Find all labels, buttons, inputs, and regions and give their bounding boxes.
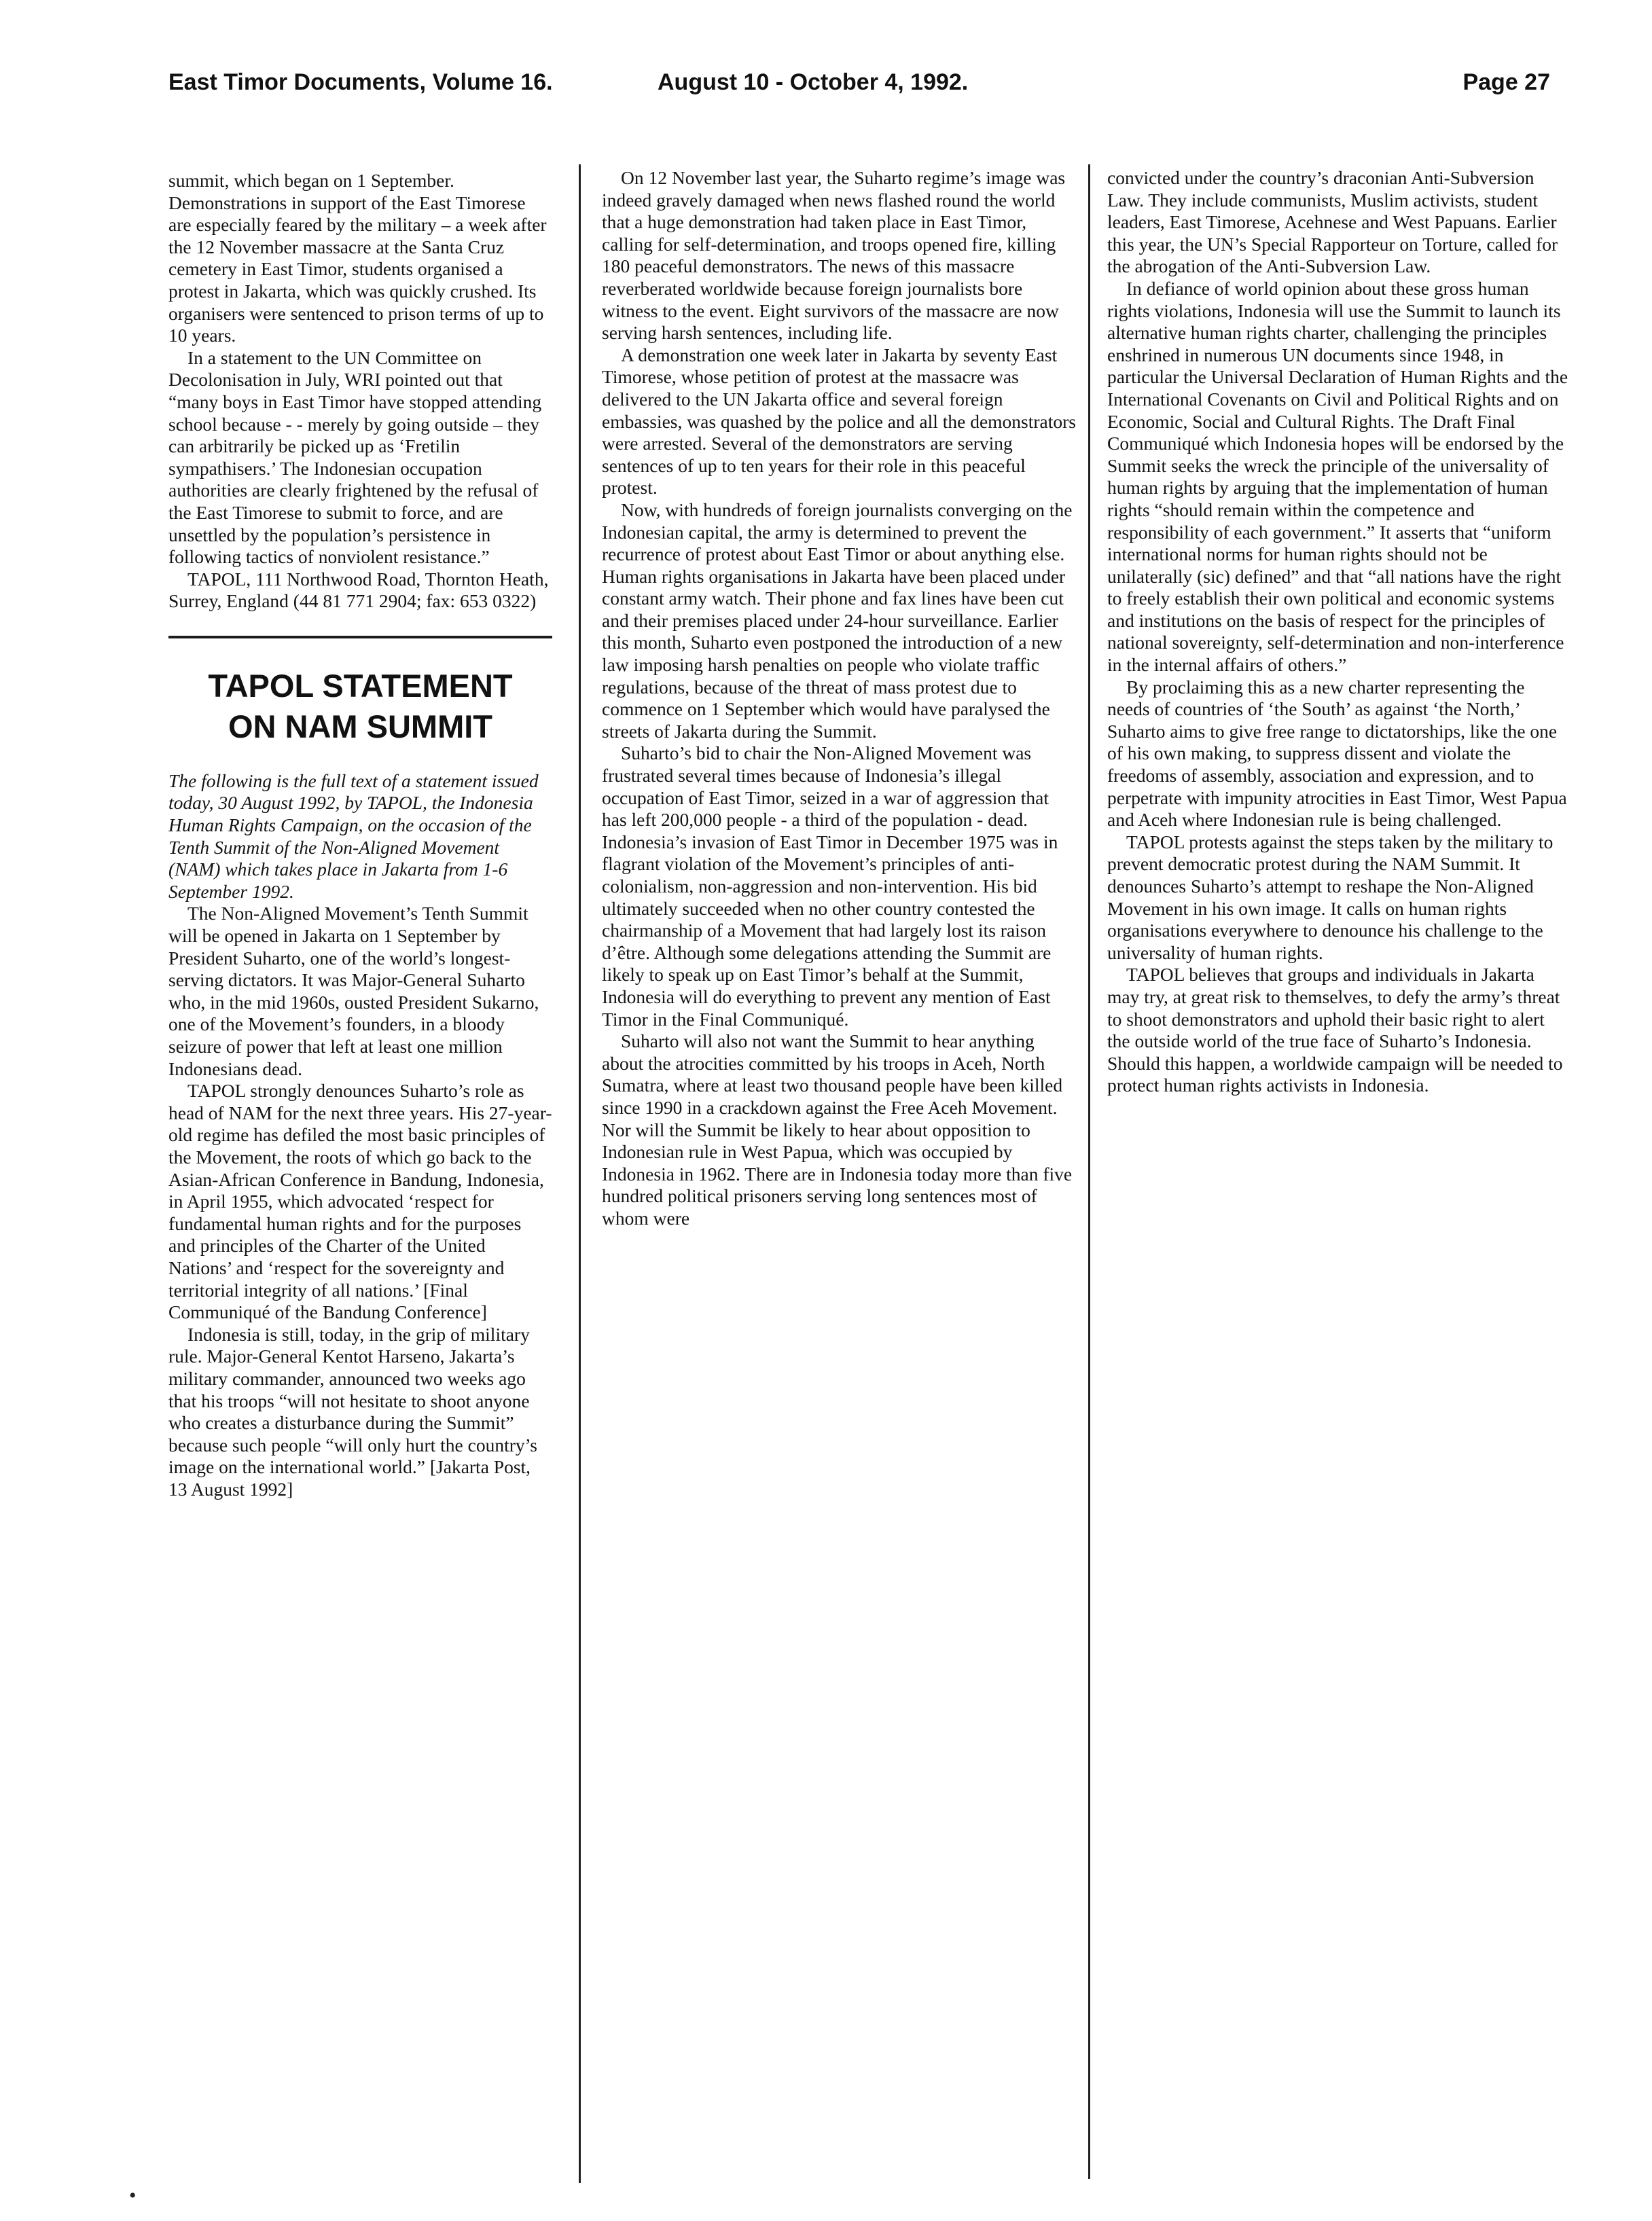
paragraph: TAPOL believes that groups and individuals in Jakarta may try, at great risk to themselves, to defy the army’s threat to shoot demonstrators and uphold their basic right to alert the outside world of the true face of Suharto’s Indonesia. Should this happen, a worldwide campaign will be needed to protect human rights activists in Indonesia. (1107, 964, 1563, 1096)
column-3 (1107, 167, 1570, 1097)
section-title-line-1: TAPOL STATEMENT (208, 667, 513, 704)
paragraph: Indonesia is still, today, in the grip of military rule. Major-General Kentot Harseno, Jakarta’s military commander, announced two weeks ago that his troops “will not hesitate to shoot anyone who creates a disturbance during the Summit” because such people “will only hurt the country’s image on the international world.” [Jakarta Post, 13 August 1992] (168, 1323, 537, 1500)
paragraph: Now, with hundreds of foreign journalists converging on the Indonesian capital, the army is determined to prevent the recurrence of protest about East Timor or about anything else. Human rights organisations in Jakarta have been placed under constant army watch. Their phone and fax lines have been cut and their premises placed under 24-hour surveillance. Earlier this month, Suharto even postponed the introduction of a new law imposing harsh penalties on people who violate traffic regulations, because of the threat of mass protest due to commence on 1 September which would have paralysed the streets of Jakarta during the Summit. (602, 499, 1073, 742)
publication-title: East Timor Documents, Volume 16. (168, 69, 553, 95)
paragraph: A demonstration one week later in Jakarta by seventy East Timorese, whose petition of protest at the massacre was delivered to the UN Jakarta office and several foreign embassies, was quashed by the police and all the demonstrators were arrested. Several of the demonstrators are serving sentences of up to ten years for their role in this peaceful protest. (602, 344, 1077, 499)
page-number: Page 27 (1462, 69, 1550, 95)
stray-mark: • (129, 2184, 137, 2207)
publication-dates: August 10 - October 4, 1992. (658, 69, 969, 95)
paragraph: Suharto will also not want the Summit to hear anything about the atrocities committed by his troops in Aceh, North Sumatra, where at least two thousand people have been killed since 1990 in a crackdown against the Free Aceh Movement. Nor will the Summit be likely to hear about opposition to Indonesian rule in West Papua, which was occupied by Indonesia in 1962. There are in Indonesia today more than five hundred political prisoners serving long sentences most of whom were (602, 1030, 1073, 1229)
page-header (168, 69, 1550, 110)
column-2 (602, 167, 1077, 1230)
paragraph: summit, which began on 1 September. Demonstrations in support of the East Timorese are especially feared by the military – a week after the 12 November massacre at the Santa Cruz cemetery in East Timor, students organised a protest in Jakarta, which was quickly crushed. Its organisers were sentenced to prison terms of up to 10 years. (168, 170, 547, 346)
paragraph: TAPOL, 111 Northwood Road, Thornton Heath, Surrey, England (44 81 771 2904; fax: 653 0322) (168, 568, 549, 612)
paragraph: Suharto’s bid to chair the Non-Aligned Movement was frustrated several times because of Indonesia’s illegal occupation of East Timor, seized in a war of aggression that has left 200,000 people - a third of the population - dead. Indonesia’s invasion of East Timor in December 1975 was in flagrant violation of the Movement’s principles of anti-colonialism, non-aggression and non-intervention. His bid ultimately succeeded when no other country contested the chairmanship of a Movement that had largely lost its raison d’être. Although some delegations attending the Summit are likely to speak up on East Timor’s behalf at the Summit, Indonesia will do everything to prevent any mention of East Timor in the Final Communiqué. (602, 742, 1058, 1030)
section-title (168, 666, 552, 747)
paragraph: The Non-Aligned Movement’s Tenth Summit will be opened in Jakarta on 1 September by President Suharto, one of the world’s longest-serving dictators. It was Major-General Suharto who, in the mid 1960s, ousted President Sukarno, one of the Movement’s founders, in a bloody seizure of power that left at least one million Indonesians dead. (168, 903, 539, 1079)
column-rule-left (579, 164, 581, 2183)
paragraph: TAPOL strongly denounces Suharto’s role as head of NAM for the next three years. His 27-year-old regime has defiled the most basic principles of the Movement, the roots of which go back to the Asian-African Conference in Bandung, Indonesia, in April 1955, which advocated ‘respect for fundamental human rights and for the purposes and principles of the Charter of the United Nations’ and ‘respect for the sovereignty and territorial integrity of all nations.’ [Final Communiqué of the Bandung Conference] (168, 1080, 552, 1323)
paragraph: By proclaiming this as a new charter representing the needs of countries of ‘the South’ as against ‘the North,’ Suharto aims to give free range to dictatorships, like the one of his own making, to suppress dissent and violate the freedoms of assembly, association and expression, and to perpetrate with impunity atrocities in East Timor, West Papua and Aceh where Indonesian rule is being challenged. (1107, 676, 1567, 831)
section-divider (168, 636, 552, 638)
paragraph: In a statement to the UN Committee on Decolonisation in July, WRI pointed out that “many boys in East Timor have stopped attending school because - - merely by going outside – they can arbitrarily be picked up as ‘Fretilin sympathisers.’ The Indonesian occupation authorities are clearly frightened by the refusal of the East Timorese to submit to force, and are unsettled by the population’s persistence in following tactics of nonviolent resistance.” (168, 346, 542, 568)
paragraph: convicted under the country’s draconian Anti-Subversion Law. They include communists, Muslim activists, student leaders, East Timorese, Acehnese and West Papuans. Earlier this year, the UN’s Special Rapporteur on Torture, called for the abrogation of the Anti-Subversion Law. (1107, 167, 1558, 277)
column-1 (168, 170, 552, 1500)
paragraph: In defiance of world opinion about these gross human rights violations, Indonesia will use the Summit to launch its alternative human rights charter, challenging the principles enshrined in numerous UN documents since 1948, in particular the Universal Declaration of Human Rights and the International Covenants on Civil and Political Rights and on Economic, Social and Cultural Rights. The Draft Final Communiqué which Indonesia hopes will be endorsed by the Summit seeks the wreck the principle of the universality of human rights by arguing that the implementation of human rights “should remain within the competence and responsibility of each government.” It asserts that “uniform international norms for human rights should not be unilaterally (sic) defined” and that “all nations have the right to freely establish their own political and economic systems and institutions on the basis of respect for the principles of national sovereignty, self-determination and non-interference in the internal affairs of others.” (1107, 277, 1568, 676)
column-rule-right (1088, 164, 1090, 2179)
statement-intro: The following is the full text of a statement issued today, 30 August 1992, by TAPOL, the Indonesia Human Rights Campaign, on the occasion of the Tenth Summit of the Non-Aligned Movement (NAM) which takes place in Jakarta from 1-6 September 1992. (168, 770, 539, 902)
paragraph: TAPOL protests against the steps taken by the military to prevent democratic protest during the NAM Summit. It denounces Suharto’s attempt to reshape the Non-Aligned Movement in his own image. It calls on human rights organisations everywhere to denounce his challenge to the universality of human rights. (1107, 831, 1554, 963)
section-title-line-2: ON NAM SUMMIT (228, 708, 492, 744)
paragraph: On 12 November last year, the Suharto regime’s image was indeed gravely damaged when news flashed round the world that a huge demonstration had taken place in East Timor, calling for self-determination, and troops opened fire, killing 180 peaceful demonstrators. The news of this massacre reverberated worldwide because foreign journalists bore witness to the event. Eight survivors of the massacre are now serving harsh sentences, including life. (602, 167, 1066, 344)
